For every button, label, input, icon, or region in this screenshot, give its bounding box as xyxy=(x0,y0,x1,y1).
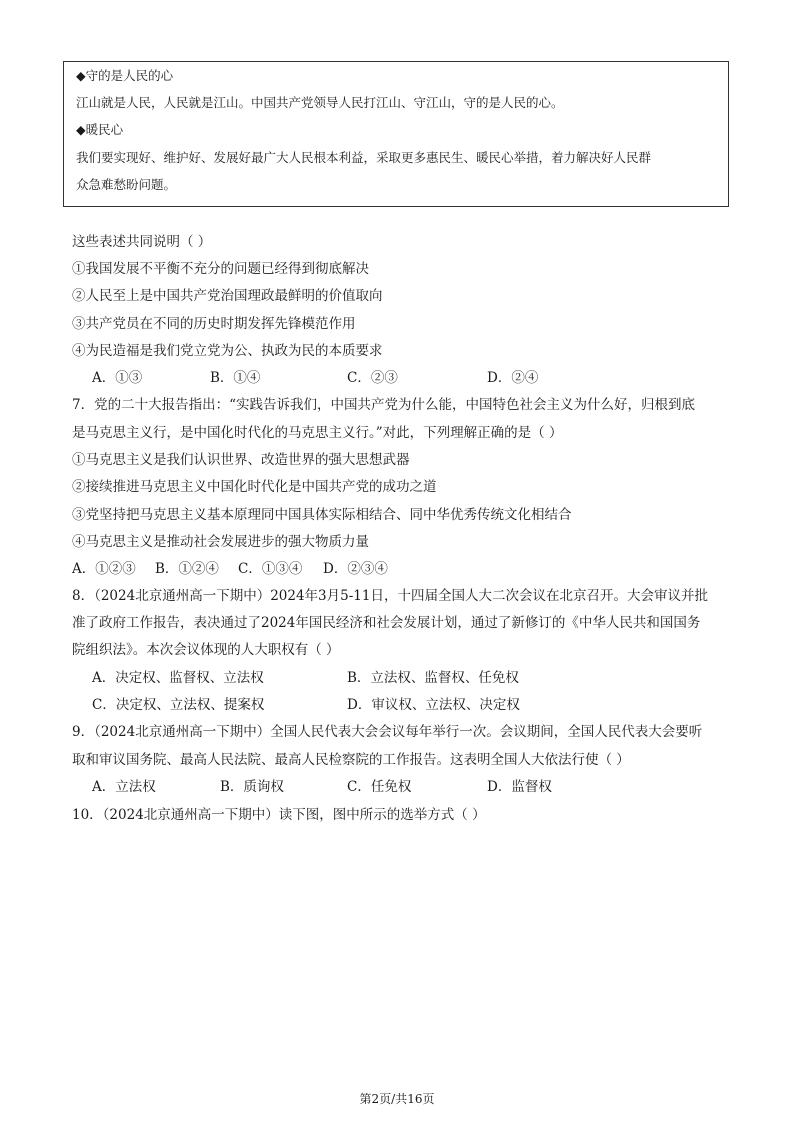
q9-option-a: A．立法权 xyxy=(92,779,156,795)
q6-statement-4: ④为民造福是我们党立党为公、执政为民的本质要求 xyxy=(72,343,383,359)
q6-option-a: A．①③ xyxy=(92,370,143,386)
q10-stem: 10．（2024北京通州高一下期中）读下图，图中所示的选举方式（ ） xyxy=(72,807,486,823)
q8-option-c: C．决定权、立法权、提案权 xyxy=(92,697,265,713)
q7-option-c: C．①③④ xyxy=(238,561,303,577)
q7-option-a: A．①②③ xyxy=(72,561,136,577)
q7-statement-3: ③党坚持把马克思主义基本原理同中国具体实际相结合、同中华优秀传统文化相结合 xyxy=(72,507,572,523)
q6-statement-3: ③共产党员在不同的历史时期发挥先锋模范作用 xyxy=(72,316,356,332)
q9-option-d: D．监督权 xyxy=(487,779,552,795)
q9-option-b: B．质询权 xyxy=(220,779,284,795)
q7-stem-line1: 7．党的二十大报告指出：“实践告诉我们，中国共产党为什么能，中国特色社会主义为什么好，归根到底 xyxy=(72,397,695,413)
q6-stem: 这些表述共同说明（ ） xyxy=(72,234,212,250)
q9-stem-line2: 取和审议国务院、最高人民法院、最高人民检察院的工作报告。这表明全国人大依法行使（ ） xyxy=(72,752,630,768)
q7-statement-1: ①马克思主义是我们认识世界、改造世界的强大思想武器 xyxy=(72,452,410,468)
q6-option-b: B．①④ xyxy=(210,370,261,386)
q7-statement-2: ②接续推进马克思主义中国化时代化是中国共产党的成功之道 xyxy=(72,479,437,495)
section2-title: ◆暖民心 xyxy=(76,122,124,137)
q6-option-c: C．②③ xyxy=(347,370,398,386)
q8-stem-line1: 8．（2024北京通州高一下期中）2024年3月5-11日，十四届全国人大二次会议在北京召开。大会审议并批 xyxy=(72,588,708,604)
material-box xyxy=(63,61,729,207)
q8-stem-line3: 院组织法》。本次会议体现的人大职权有（ ） xyxy=(72,642,340,658)
q7-option-d: D．②③④ xyxy=(323,561,388,577)
section2-text-line1: 我们要实现好、维护好、发展好最广大人民根本利益，采取更多惠民生、暖民心举措，着力解决好人民群 xyxy=(76,150,652,165)
q7-statement-4: ④马克思主义是推动社会发展进步的强大物质力量 xyxy=(72,534,369,550)
q6-statement-1: ①我国发展不平衡不充分的问题已经得到彻底解决 xyxy=(72,261,369,277)
page-number: 第2页/共16页 xyxy=(359,1092,435,1106)
q8-option-d: D．审议权、立法权、决定权 xyxy=(347,697,520,713)
q9-option-c: C．任免权 xyxy=(347,779,412,795)
q6-option-d: D．②④ xyxy=(487,370,539,386)
q8-stem-line2: 准了政府工作报告，表决通过了2024年国民经济和社会发展计划，通过了新修订的《中华人民共和国国务 xyxy=(72,615,701,631)
q9-stem-line1: 9．（2024北京通州高一下期中）全国人民代表大会会议每年举行一次。会议期间，全国人民代表大会要听 xyxy=(72,724,703,740)
q8-option-a: A．决定权、监督权、立法权 xyxy=(92,670,264,686)
q7-stem-line2: 是马克思主义行，是中国化时代化的马克思主义行。”对此，下列理解正确的是（ ） xyxy=(72,425,563,441)
section1-text: 江山就是人民，人民就是江山。中国共产党领导人民打江山、守江山，守的是人民的心。 xyxy=(76,95,564,110)
q6-statement-2: ②人民至上是中国共产党治国理政最鲜明的价值取向 xyxy=(72,288,383,304)
section1-title: ◆守的是人民的心 xyxy=(76,68,174,83)
q7-option-b: B．①②④ xyxy=(155,561,219,577)
q8-option-b: B．立法权、监督权、任免权 xyxy=(347,670,519,686)
section2-text-line2: 众急难愁盼问题。 xyxy=(76,177,177,192)
